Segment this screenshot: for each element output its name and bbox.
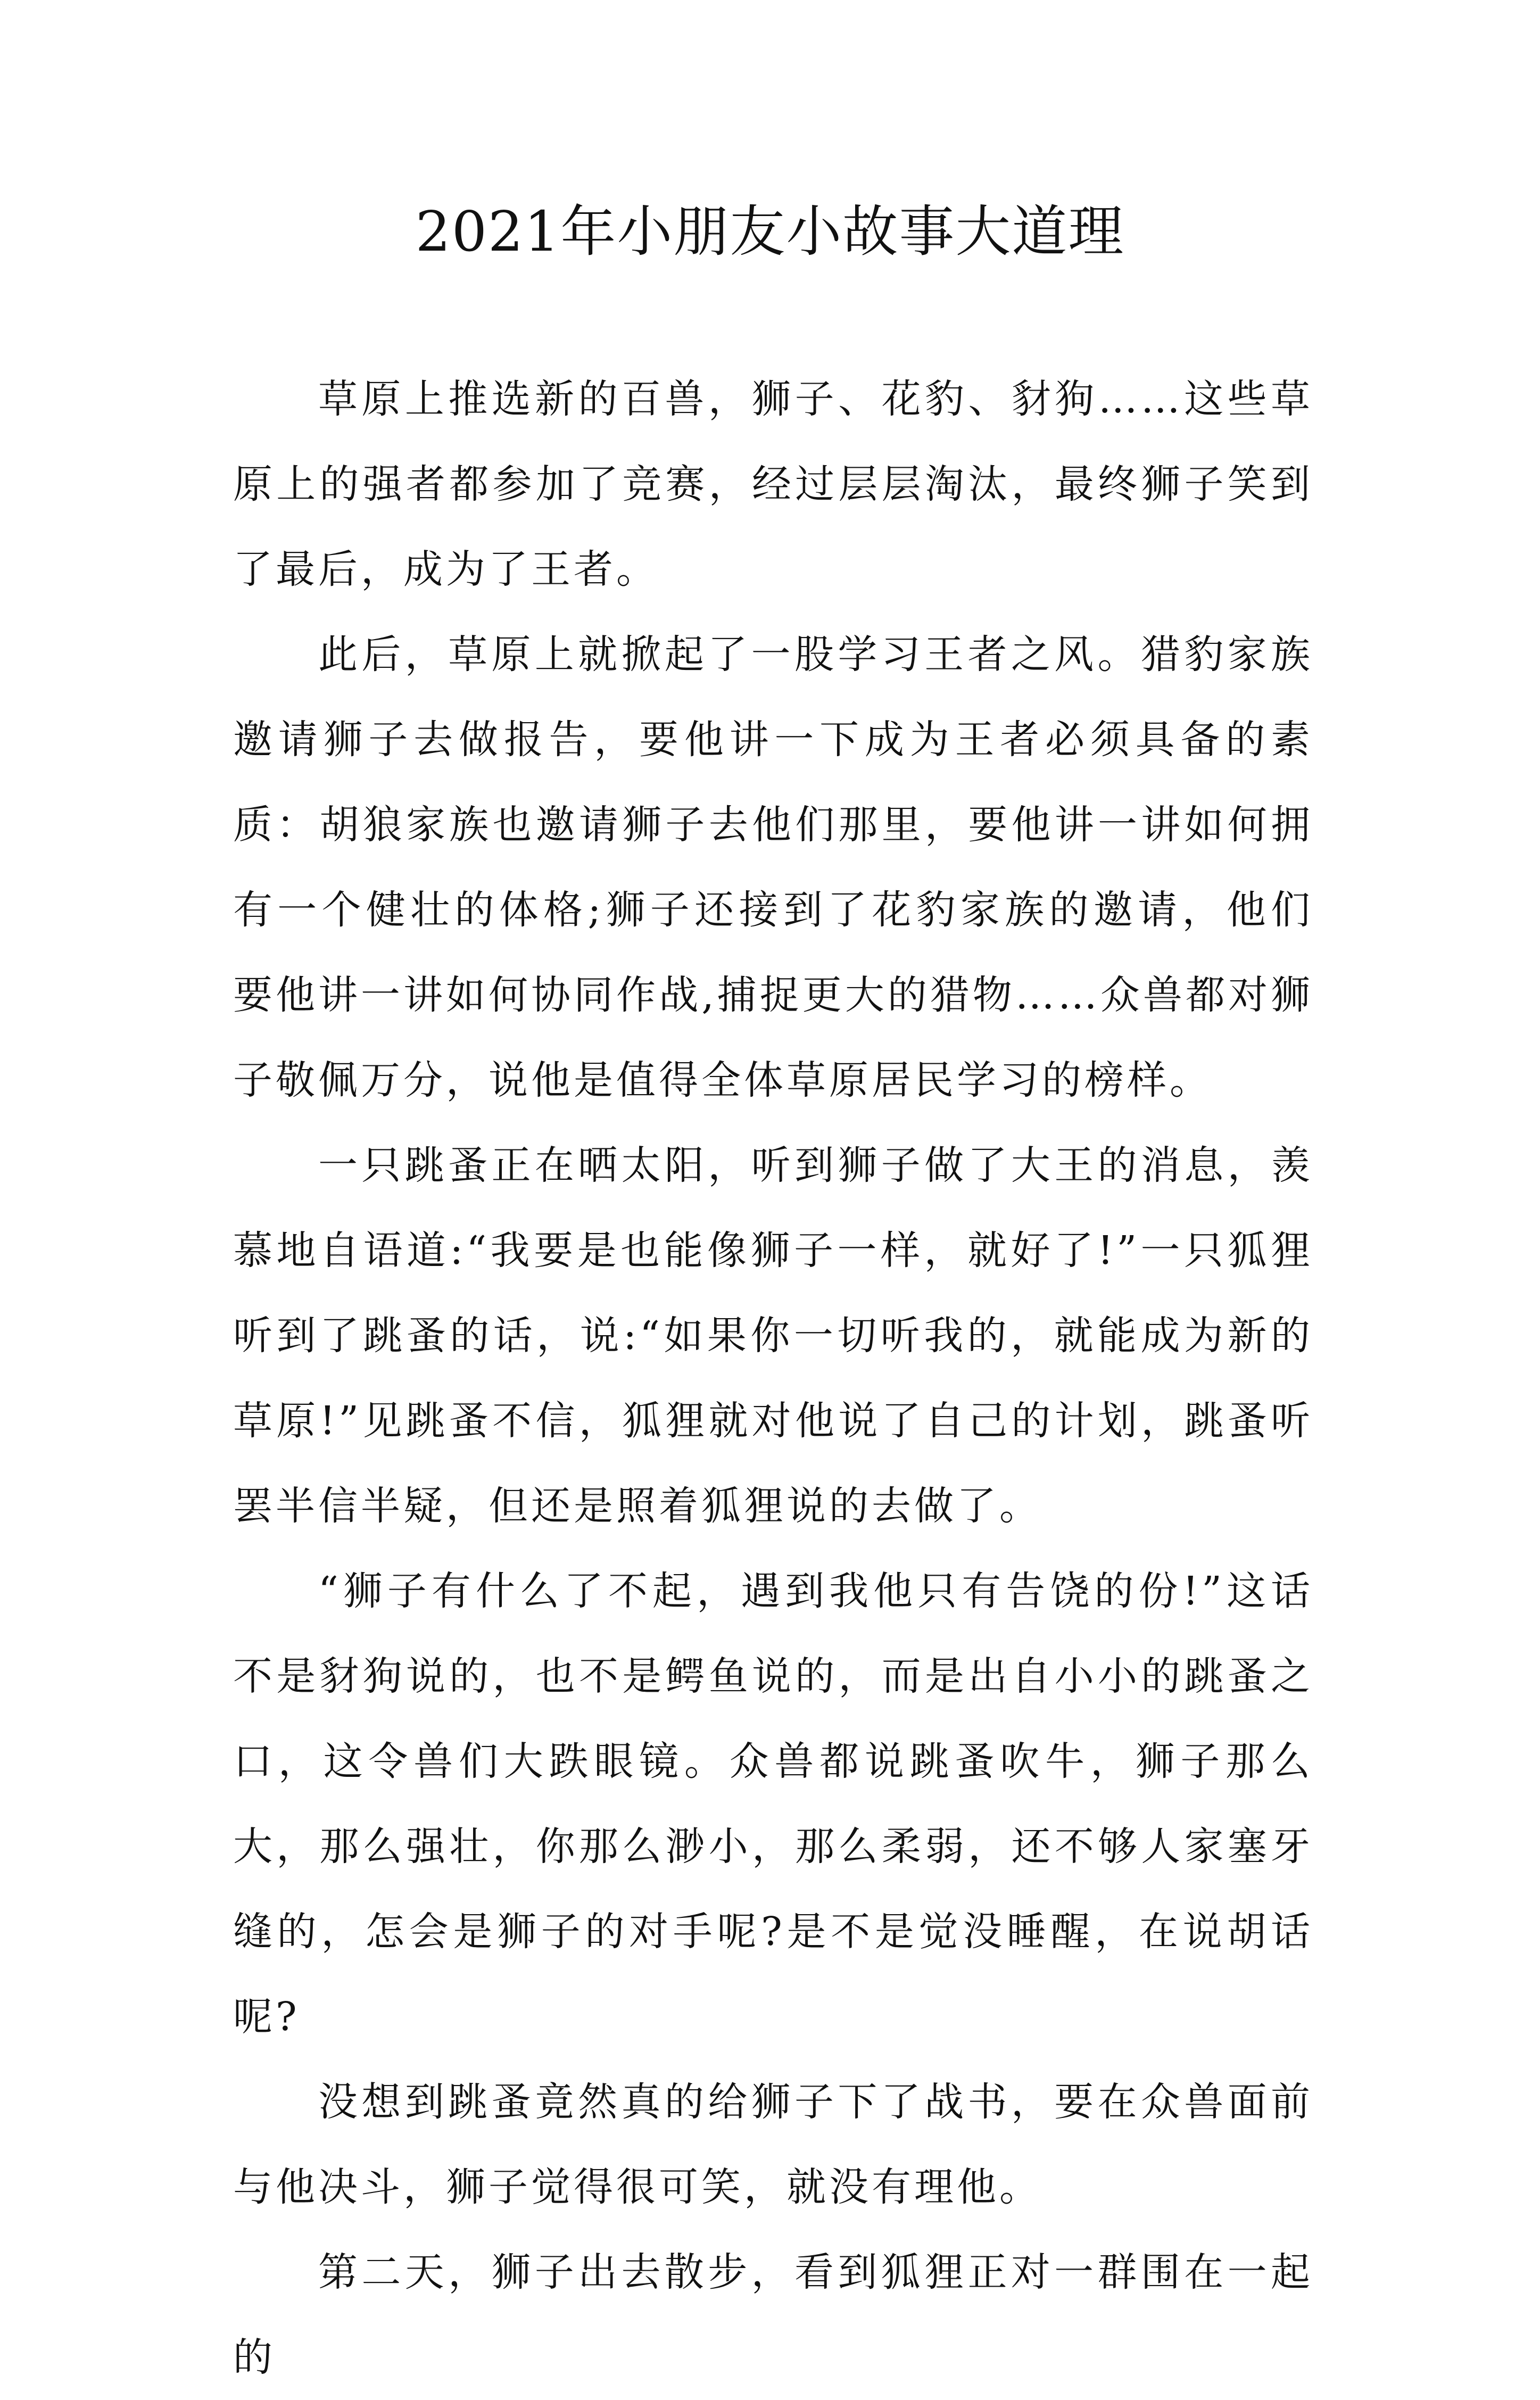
paragraph: 没想到跳蚤竟然真的给狮子下了战书，要在众兽面前与他决斗，狮子觉得很可笑，就没有理他。 (233, 2079, 1313, 2210)
paragraph: “狮子有什么了不起，遇到我他只有告饶的份!”这话不是豺狗说的，也不是鳄鱼说的，而是出自小小的跳蚤之口，这令兽们大跌眼镜。众兽都说跳蚤吹牛，狮子那么大，那么强壮，你那么渺小，那么柔弱，还不够人家塞牙缝的，怎会是狮子的对手呢?是不是觉没睡醒，在说胡话呢? (233, 1568, 1313, 2040)
page-title: 2021年小朋友小故事大道理 (415, 199, 1125, 264)
paragraph: 草原上推选新的百兽，狮子、花豹、豺狗……这些草原上的强者都参加了竞赛，经过层层淘汰，最终狮子笑到了最后，成为了王者。 (233, 376, 1313, 592)
paragraph: 一只跳蚤正在晒太阳，听到狮子做了大王的消息，羡慕地自语道:“我要是也能像狮子一样，就好了!”一只狐狸听到了跳蚤的话，说:“如果你一切听我的，就能成为新的草原!”见跳蚤不信，狐狸就对他说了自己的计划，跳蚤听罢半信半疑，但还是照着狐狸说的去做了。 (233, 1143, 1313, 1529)
paragraph: 第二天，狮子出去散步，看到狐狸正对一群围在一起的 (233, 2249, 1313, 2380)
document-body (233, 357, 1313, 2400)
paragraph: 此后，草原上就掀起了一股学习王者之风。猎豹家族邀请狮子去做报告，要他讲一下成为王者必须具备的素质：胡狼家族也邀请狮子去他们那里，要他讲一讲如何拥有一个健壮的体格;狮子还接到了花豹家族的邀请，他们要他讲一讲如何协同作战,捕捉更大的猎物……众兽都对狮子敬佩万分，说他是值得全体草原居民学习的榜样。 (233, 632, 1313, 1103)
